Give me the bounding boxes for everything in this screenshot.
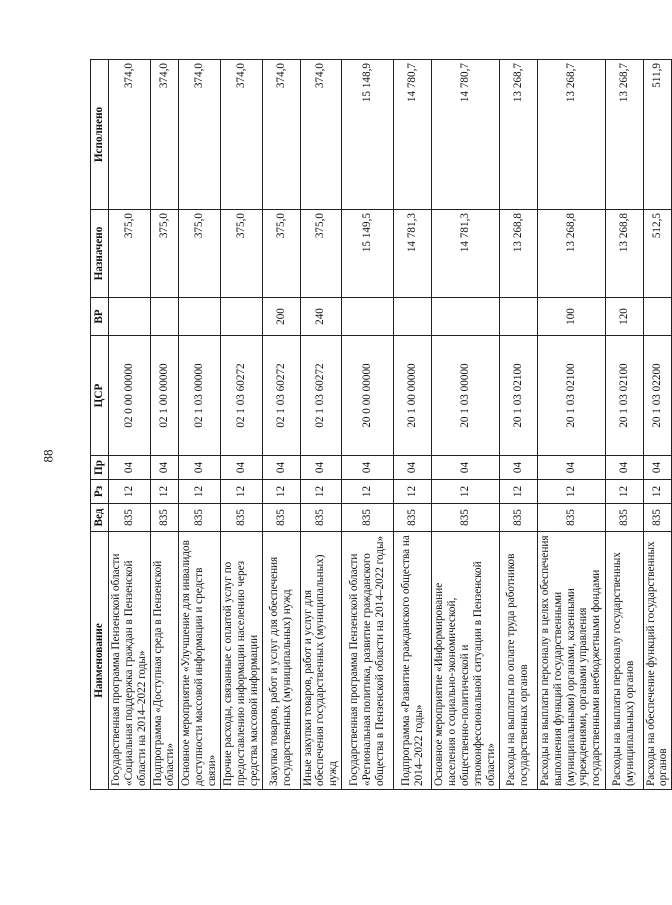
cell-ved: 835 [300,504,342,532]
cell-vr [643,298,672,336]
cell-vr [499,298,537,336]
cell-rz: 12 [150,480,179,504]
header-pr: Пр [91,456,109,480]
cell-assigned: 375,0 [179,210,221,298]
cell-assigned: 13 268,8 [537,210,605,298]
cell-name: Расходы на выплаты по оплате труда работников государственных органов [499,532,537,790]
cell-vr [394,298,432,336]
cell-vr [220,298,262,336]
header-rz: Рз [91,480,109,504]
cell-rz: 12 [342,480,394,504]
cell-rz: 12 [108,480,150,504]
cell-ved: 835 [499,504,537,532]
cell-pr: 04 [220,456,262,480]
cell-ved: 835 [262,504,300,532]
cell-rz: 12 [394,480,432,504]
cell-vr [150,298,179,336]
cell-executed: 374,0 [179,60,221,210]
cell-vr: 240 [300,298,342,336]
cell-ved: 835 [220,504,262,532]
header-executed: Исполнено [91,60,109,210]
cell-name: Расходы на обеспечение функций государственных органов [643,532,672,790]
cell-executed: 13 268,7 [605,60,643,210]
cell-csr: 02 1 03 60272 [220,336,262,456]
cell-ved: 835 [108,504,150,532]
cell-pr: 04 [108,456,150,480]
cell-assigned: 13 268,8 [499,210,537,298]
table-row [262,60,300,790]
table-row [108,60,150,790]
cell-executed: 15 148,9 [342,60,394,210]
header-ved: Вед [91,504,109,532]
cell-assigned: 375,0 [300,210,342,298]
cell-executed: 374,0 [300,60,342,210]
cell-csr: 02 1 03 60272 [262,336,300,456]
cell-pr: 04 [300,456,342,480]
budget-table-container [90,60,670,790]
cell-csr: 02 1 00 00000 [150,336,179,456]
cell-vr [108,298,150,336]
cell-ved: 835 [537,504,605,532]
cell-rz: 12 [179,480,221,504]
cell-name: Основное мероприятие «Информирование населения о социально-экономической, общественно-политической и этноконфессиональной ситуации в Пензенской области» [432,532,499,790]
table-header-row [91,60,109,790]
cell-rz: 12 [605,480,643,504]
table-row [179,60,221,790]
cell-executed: 511,9 [643,60,672,210]
cell-ved: 835 [179,504,221,532]
cell-rz: 12 [220,480,262,504]
cell-csr: 20 1 00 00000 [394,336,432,456]
cell-vr: 120 [605,298,643,336]
table-row [150,60,179,790]
cell-name: Государственная программа Пензенской области «Социальная поддержка граждан в Пензенской области на 2014–2022 годы» [108,532,150,790]
table-row [342,60,394,790]
cell-ved: 835 [394,504,432,532]
table-row [605,60,643,790]
cell-ved: 835 [150,504,179,532]
cell-name: Основное мероприятие «Улучшение для инвалидов доступности массовой информации и средств связи» [179,532,221,790]
cell-csr: 02 1 03 00000 [179,336,221,456]
cell-name: Расходы на выплаты персоналу в целях обеспечения выполнения функций государственными (муниципальными) органами, казенными учреждениями, органами управления государственными внебюджетными фондами [537,532,605,790]
cell-executed: 374,0 [150,60,179,210]
cell-rz: 12 [499,480,537,504]
cell-rz: 12 [262,480,300,504]
cell-assigned: 375,0 [262,210,300,298]
cell-ved: 835 [643,504,672,532]
cell-csr: 20 1 03 00000 [432,336,499,456]
cell-pr: 04 [499,456,537,480]
cell-csr: 02 1 03 60272 [300,336,342,456]
table-row [220,60,262,790]
cell-name: Закупка товаров, работ и услуг для обеспечения государственных (муниципальных) нужд [262,532,300,790]
cell-csr: 20 0 00 00000 [342,336,394,456]
cell-ved: 835 [605,504,643,532]
budget-table [90,59,672,790]
cell-rz: 12 [432,480,499,504]
cell-rz: 12 [643,480,672,504]
cell-name: Прочие расходы, связанные с оплатой услуг по предоставлению информации населению через средства массовой информации [220,532,262,790]
cell-assigned: 375,0 [220,210,262,298]
cell-name: Государственная программа Пензенской области «Региональная политика, развитие гражданского общества в Пензенской области на 2014–2022 годы» [342,532,394,790]
cell-assigned: 512,5 [643,210,672,298]
cell-executed: 14 780,7 [394,60,432,210]
table-row [432,60,499,790]
cell-name: Иные закупки товаров, работ и услуг для обеспечения государственных (муниципальных) нужд [300,532,342,790]
header-csr: ЦСР [91,336,109,456]
header-vr: ВР [91,298,109,336]
cell-pr: 04 [537,456,605,480]
cell-pr: 04 [643,456,672,480]
header-name: Наименование [91,532,109,790]
cell-pr: 04 [342,456,394,480]
cell-name: Расходы на выплаты персоналу государственных (муниципальных) органов [605,532,643,790]
cell-vr: 100 [537,298,605,336]
cell-executed: 374,0 [220,60,262,210]
cell-pr: 04 [262,456,300,480]
cell-assigned: 14 781,3 [432,210,499,298]
cell-name: Подпрограмма «Доступная среда в Пензенской области» [150,532,179,790]
cell-pr: 04 [394,456,432,480]
cell-pr: 04 [432,456,499,480]
cell-executed: 374,0 [262,60,300,210]
cell-vr: 200 [262,298,300,336]
cell-ved: 835 [342,504,394,532]
cell-csr: 20 1 03 02100 [499,336,537,456]
cell-pr: 04 [150,456,179,480]
cell-executed: 13 268,7 [499,60,537,210]
cell-csr: 20 1 03 02200 [643,336,672,456]
cell-executed: 374,0 [108,60,150,210]
cell-vr [342,298,394,336]
cell-csr: 20 1 03 02100 [537,336,605,456]
cell-name: Подпрограмма «Развитие гражданского общества на 2014–2022 годы» [394,532,432,790]
table-row [643,60,672,790]
page-number: 88 [40,449,56,463]
cell-assigned: 375,0 [108,210,150,298]
cell-pr: 04 [605,456,643,480]
table-row [394,60,432,790]
cell-pr: 04 [179,456,221,480]
cell-executed: 14 780,7 [432,60,499,210]
cell-assigned: 13 268,8 [605,210,643,298]
header-assigned: Назначено [91,210,109,298]
table-row [537,60,605,790]
table-row [499,60,537,790]
cell-assigned: 15 149,5 [342,210,394,298]
cell-csr: 20 1 03 02100 [605,336,643,456]
cell-rz: 12 [537,480,605,504]
cell-rz: 12 [300,480,342,504]
cell-vr [179,298,221,336]
cell-assigned: 14 781,3 [394,210,432,298]
cell-assigned: 375,0 [150,210,179,298]
table-row [300,60,342,790]
cell-ved: 835 [432,504,499,532]
cell-vr [432,298,499,336]
cell-executed: 13 268,7 [537,60,605,210]
cell-csr: 02 0 00 00000 [108,336,150,456]
